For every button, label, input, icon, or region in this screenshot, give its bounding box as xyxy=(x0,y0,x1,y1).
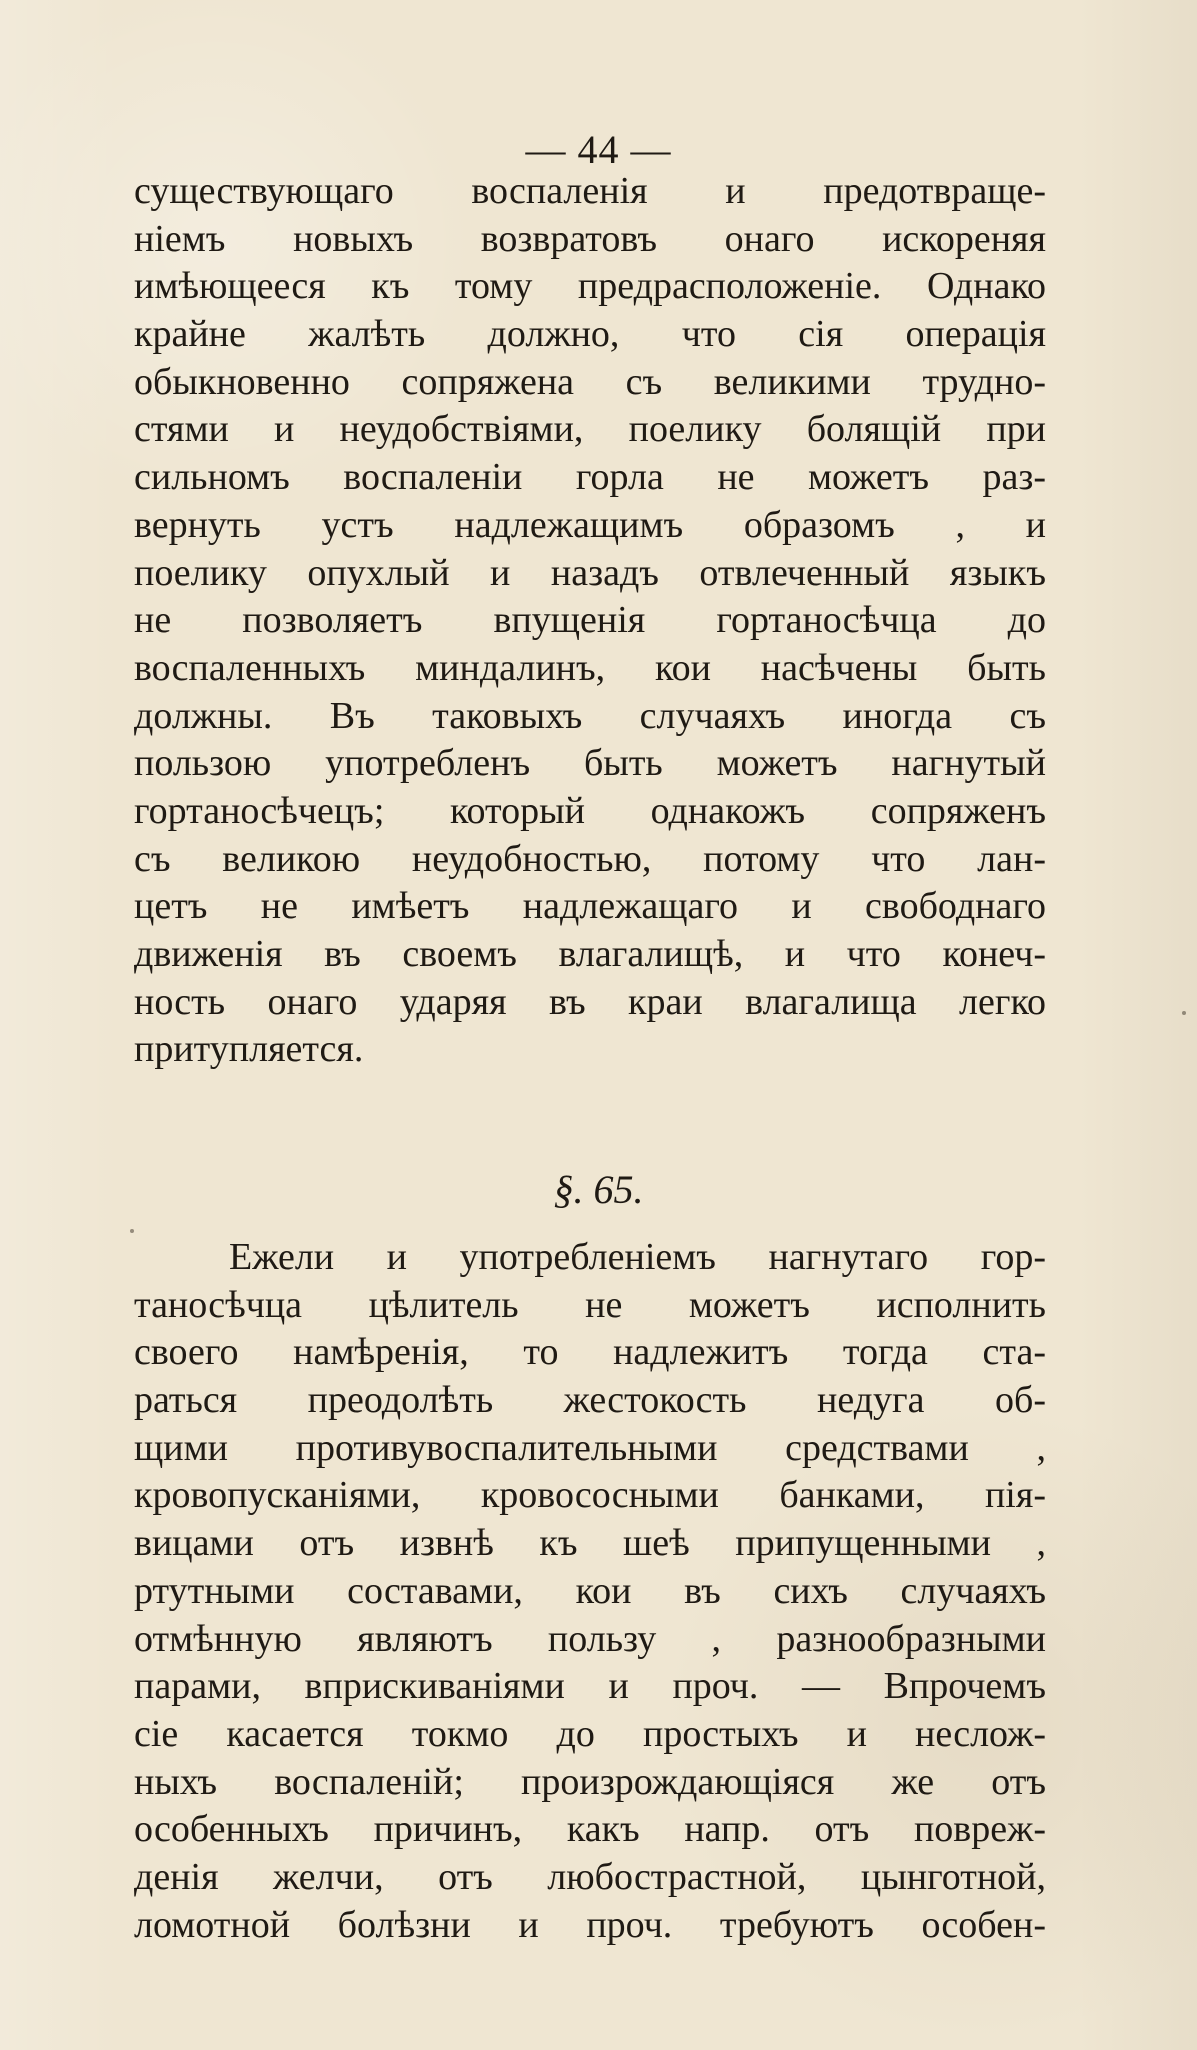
text-line: раться преодолѣть жестокость недуга об- xyxy=(134,1379,1046,1422)
text-line: ныхъ воспаленій; произрождающіяся же отъ xyxy=(134,1760,1046,1803)
text-line: сіе касается токмо до простыхъ и неслож- xyxy=(134,1712,1046,1755)
text-line: обыкновенно сопряжена съ великими трудно- xyxy=(134,360,1046,403)
text-line: кровопусканіями, кровососными банками, пія- xyxy=(134,1474,1046,1517)
body-text-block-1 xyxy=(134,168,1046,1074)
text-line: имѣющееся къ тому предрасположеніе. Однако xyxy=(134,265,1046,308)
text-line: должны. Въ таковыхъ случаяхъ иногда съ xyxy=(134,694,1046,737)
text-line: поелику опухлый и назадъ отвлеченный языкъ xyxy=(134,551,1046,594)
text-line: движенія въ своемъ влагалищѣ, и что конеч- xyxy=(134,933,1046,975)
body-text-block-2 xyxy=(134,1234,1046,1949)
text-line: цетъ не имѣетъ надлежащаго и свободнаго xyxy=(134,885,1046,928)
text-line: вицами отъ извнѣ къ шеѣ припущенными , xyxy=(134,1522,1046,1565)
text-line: таносѣчца цѣлитель не можетъ исполнить xyxy=(134,1283,1046,1326)
text-line: гортаносѣчецъ; который однакожъ сопряженъ xyxy=(134,789,1046,832)
text-line: съ великою неудобностью, потому что лан- xyxy=(134,837,1046,880)
text-line: не позволяетъ впущенія гортаносѣчца до xyxy=(134,599,1046,642)
ink-speck xyxy=(130,1229,134,1233)
text-line: сильномъ воспаленіи горла не можетъ раз- xyxy=(134,456,1046,499)
text-line: вернуть устъ надлежащимъ образомъ , и xyxy=(134,503,1046,546)
text-line: ломотной болѣзни и проч. требуютъ особен- xyxy=(134,1903,1046,1946)
text-line: стями и неудобствіями, поелику болящій при xyxy=(134,408,1046,451)
text-line: отмѣнную являютъ пользу , разнообразными xyxy=(134,1617,1046,1660)
text-line: парами, вприскиваніями и проч. — Впрочемъ xyxy=(134,1665,1046,1708)
text-line: денія желчи, отъ любострастной, цынготной, xyxy=(134,1855,1046,1898)
text-line: существующаго воспаленія и предотвраще- xyxy=(134,170,1046,212)
text-line: ніемъ новыхъ возвратовъ онаго искореняя xyxy=(134,217,1046,260)
text-line: притупляется. xyxy=(134,1028,364,1071)
text-line: крайне жалѣть должно, что сія операція xyxy=(134,313,1046,356)
text-line: Ежели и употребленіемъ нагнутаго гор- xyxy=(229,1236,1046,1278)
text-line: воспаленныхъ миндалинъ, кои насѣчены быть xyxy=(134,646,1046,689)
ink-speck xyxy=(1182,1011,1186,1015)
text-line: своего намѣренія, то надлежитъ тогда ста- xyxy=(134,1331,1046,1374)
text-line: ность онаго ударяя въ краи влагалища легко xyxy=(134,980,1046,1023)
page-number: — 44 — xyxy=(525,127,672,172)
text-line: щими противувоспалительными средствами , xyxy=(134,1426,1046,1469)
text-line: особенныхъ причинъ, какъ напр. отъ повреж- xyxy=(134,1808,1046,1851)
text-line: ртутными составами, кои въ сихъ случаяхъ xyxy=(134,1569,1046,1612)
section-heading: §. 65. xyxy=(553,1167,644,1212)
text-line: пользою употребленъ быть можетъ нагнутый xyxy=(134,742,1046,785)
